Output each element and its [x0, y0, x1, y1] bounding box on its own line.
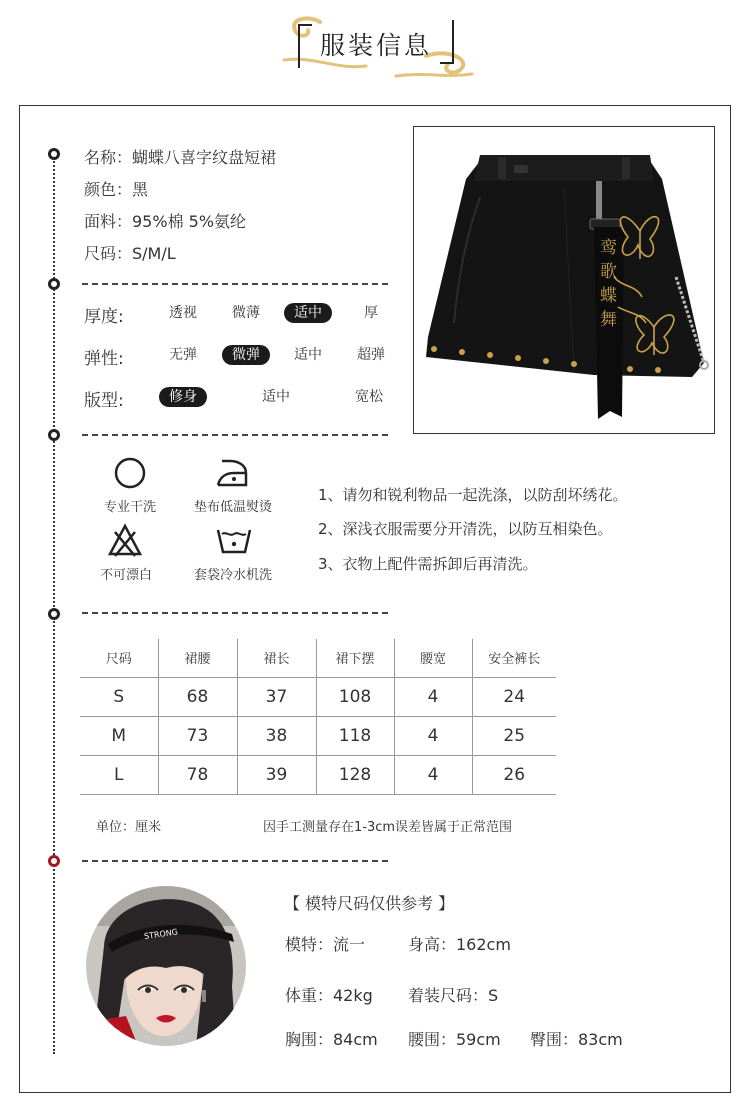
no-bleach-icon: [107, 522, 143, 558]
thickness-option-medium: 适中: [284, 303, 332, 323]
ribbon-glyph-4: 舞: [600, 310, 617, 330]
table-header: 裙腰: [158, 639, 237, 677]
fit-option-slim: 修身: [159, 387, 207, 407]
model-weight: 体重：42kg: [285, 986, 373, 1005]
circle-dry-clean-icon: [112, 455, 148, 491]
prop-fit-label: 版型:: [84, 391, 124, 411]
table-cell: 128: [316, 755, 394, 794]
table-cell: 37: [237, 677, 316, 716]
model-hip: 臀围：83cm: [530, 1030, 623, 1049]
model-chest: 胸围：84cm: [285, 1030, 378, 1049]
table-cell: 4: [394, 716, 472, 755]
elasticity-option-slight: 微弹: [222, 345, 270, 365]
table-header: 腰宽: [394, 639, 472, 677]
elasticity-option-super: 超弹: [357, 347, 385, 363]
fit-option-loose: 宽松: [355, 389, 383, 405]
prop-thickness-label: 厚度:: [84, 307, 124, 327]
page-title: 服装信息: [319, 31, 432, 60]
timeline-pin-properties: [48, 278, 60, 290]
section-header: [0, 0, 750, 90]
model-height: 身高：162cm: [408, 935, 511, 954]
info-name: 名称：蝴蝶八喜字纹盘短裙: [84, 148, 277, 167]
ribbon-glyph-1: 鸾: [600, 238, 617, 258]
elasticity-option-none: 无弹: [169, 347, 197, 363]
care-label-iron: 垫布低温熨烫: [193, 500, 272, 515]
divider-2: [82, 434, 388, 436]
care-note-3: 3、衣物上配件需拆卸后再清洗。: [318, 555, 538, 573]
model-avatar: [86, 886, 246, 1046]
table-cell: M: [80, 716, 158, 755]
iron-low-temp-icon: [214, 455, 250, 491]
headband-text: STRONG: [143, 927, 179, 942]
timeline-pin-model: [48, 855, 60, 867]
table-header-row: [80, 639, 556, 677]
elasticity-option-medium: 适中: [294, 347, 322, 363]
care-label-dry-clean: 专业干洗: [103, 500, 156, 515]
thickness-option-thick: 厚: [364, 305, 378, 321]
info-size: 尺码：S/M/L: [84, 244, 176, 263]
ribbon-glyph-2: 歌: [600, 262, 617, 282]
timeline-pin-care: [48, 429, 60, 441]
divider-4: [82, 860, 388, 862]
table-cell: 108: [316, 677, 394, 716]
info-color: 颜色：黑: [84, 180, 149, 199]
care-label-no-bleach: 不可漂白: [99, 568, 152, 583]
table-cell: 26: [472, 755, 556, 794]
table-header: 裙下摆: [316, 639, 394, 677]
thickness-option-thin: 微薄: [232, 305, 260, 321]
ribbon-glyph-3: 蝶: [600, 286, 617, 306]
skirt-illustration: [414, 127, 714, 433]
table-header: 裙长: [237, 639, 316, 677]
table-cell: 73: [158, 716, 237, 755]
title-box: [298, 20, 454, 66]
table-cell: 118: [316, 716, 394, 755]
model-title: 【 模特尺码仅供参考 】: [284, 894, 455, 913]
table-cell: L: [80, 755, 158, 794]
washtub-cold-icon: [216, 522, 252, 558]
table-cell: 4: [394, 755, 472, 794]
model-waist: 腰围：59cm: [408, 1030, 501, 1049]
table-cell: 24: [472, 677, 556, 716]
table-row: [80, 677, 556, 716]
table-cell: 78: [158, 755, 237, 794]
table-row: [80, 716, 556, 755]
care-label-wash: 套袋冷水机洗: [193, 568, 272, 583]
timeline-pin-info: [48, 148, 60, 160]
size-unit: 单位：厘米: [96, 820, 162, 835]
table-cell: 4: [394, 677, 472, 716]
fit-option-regular: 适中: [262, 389, 290, 405]
model-name: 模特：流一: [285, 935, 366, 954]
divider-1: [82, 283, 388, 285]
model-wear-size: 着装尺码：S: [408, 986, 499, 1005]
table-cell: 38: [237, 716, 316, 755]
care-note-2: 2、深浅衣服需要分开清洗，以防互相染色。: [318, 520, 613, 538]
table-row: [80, 755, 556, 794]
product-image: [413, 126, 715, 434]
care-note-1: 1、请勿和锐利物品一起洗涤，以防刮坏绣花。: [318, 486, 628, 504]
prop-elasticity-label: 弹性:: [84, 349, 124, 369]
table-cell: 39: [237, 755, 316, 794]
table-cell: 25: [472, 716, 556, 755]
table-cell: S: [80, 677, 158, 716]
size-table: [80, 639, 556, 795]
divider-3: [82, 612, 388, 614]
table-cell: 68: [158, 677, 237, 716]
thickness-option-sheer: 透视: [169, 305, 197, 321]
table-header: 安全裤长: [472, 639, 556, 677]
timeline-pin-sizes: [48, 608, 60, 620]
table-header: 尺码: [80, 639, 158, 677]
size-note: 因手工测量存在1-3cm误差皆属于正常范围: [263, 820, 513, 835]
info-fabric: 面料：95%棉 5%氨纶: [84, 212, 247, 231]
